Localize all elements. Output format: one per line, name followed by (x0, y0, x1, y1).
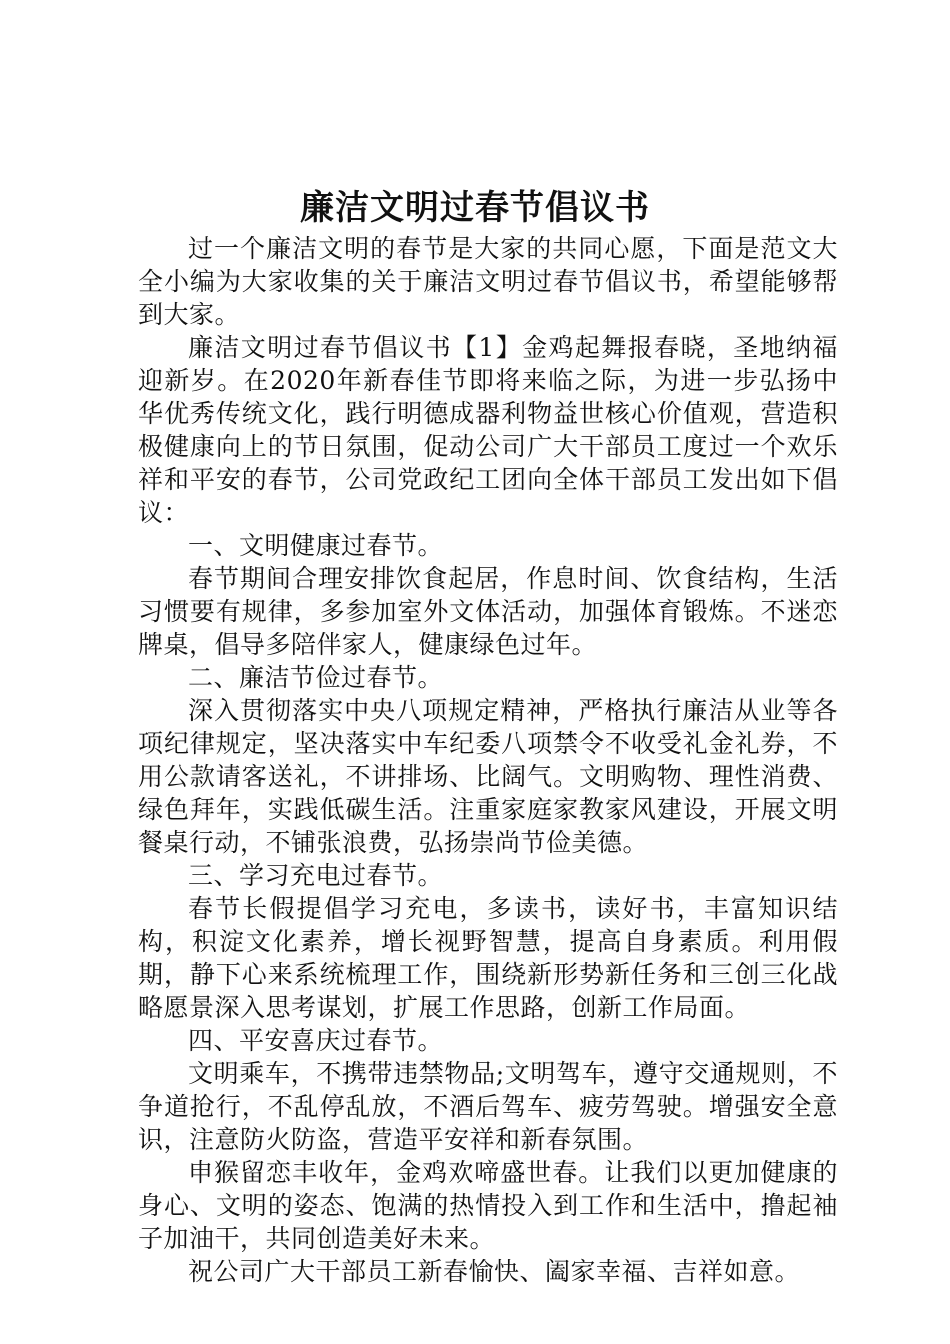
section-heading-4: 四、平安喜庆过春节。 (188, 1026, 444, 1055)
section-paragraph-4: 文明乘车，不携带违禁物品;文明驾车，遵守交通规则，不争道抢行，不乱停乱放，不酒后驾车、疲劳驾驶。增强安全意识，注意防火防盗，营造平安祥和新春氛围。 (138, 1059, 838, 1154)
greeting-paragraph: 祝公司广大干部员工新春愉快、阖家幸福、吉祥如意。 (188, 1257, 801, 1286)
document-body (138, 232, 838, 1288)
section-heading-1: 一、文明健康过春节。 (188, 531, 444, 560)
document-title: 廉洁文明过春节倡议书 (300, 188, 650, 228)
intro-paragraph: 过一个廉洁文明的春节是大家的共同心愿，下面是范文大全小编为大家收集的关于廉洁文明过春节倡议书，希望能够帮到大家。 (138, 234, 838, 329)
opening-paragraph: 廉洁文明过春节倡议书【1】金鸡起舞报春晓，圣地纳福迎新岁。在2020年新春佳节即将来临之际，为进一步弘扬中华优秀传统文化，践行明德成器利物益世核心价值观，营造积极健康向上的节日氛围，促动公司广大干部员工度过一个欢乐祥和平安的春节，公司党政纪工团向全体干部员工发出如下倡议： (138, 333, 838, 527)
section-paragraph-2: 深入贯彻落实中央八项规定精神，严格执行廉洁从业等各项纪律规定，坚决落实中车纪委八项禁令不收受礼金礼券，不用公款请客送礼，不讲排场、比阔气。文明购物、理性消费、绿色拜年，实践低碳生活。注重家庭家教家风建设，开展文明餐桌行动，不铺张浪费，弘扬崇尚节俭美德。 (138, 696, 838, 857)
section-heading-3: 三、学习充电过春节。 (188, 861, 444, 890)
section-paragraph-1: 春节期间合理安排饮食起居，作息时间、饮食结构，生活习惯要有规律，多参加室外文体活动，加强体育锻炼。不迷恋牌桌，倡导多陪伴家人，健康绿色过年。 (138, 564, 838, 659)
section-paragraph-3: 春节长假提倡学习充电，多读书，读好书，丰富知识结构，积淀文化素养，增长视野智慧，提高自身素质。利用假期，静下心来系统梳理工作，围绕新形势新任务和三创三化战略愿景深入思考谋划，扩展工作思路，创新工作局面。 (138, 894, 838, 1022)
closing-paragraph: 申猴留恋丰收年，金鸡欢啼盛世春。让我们以更加健康的身心、文明的姿态、饱满的热情投入到工作和生活中，撸起袖子加油干，共同创造美好未来。 (138, 1158, 838, 1253)
section-heading-2: 二、廉洁节俭过春节。 (188, 663, 444, 692)
